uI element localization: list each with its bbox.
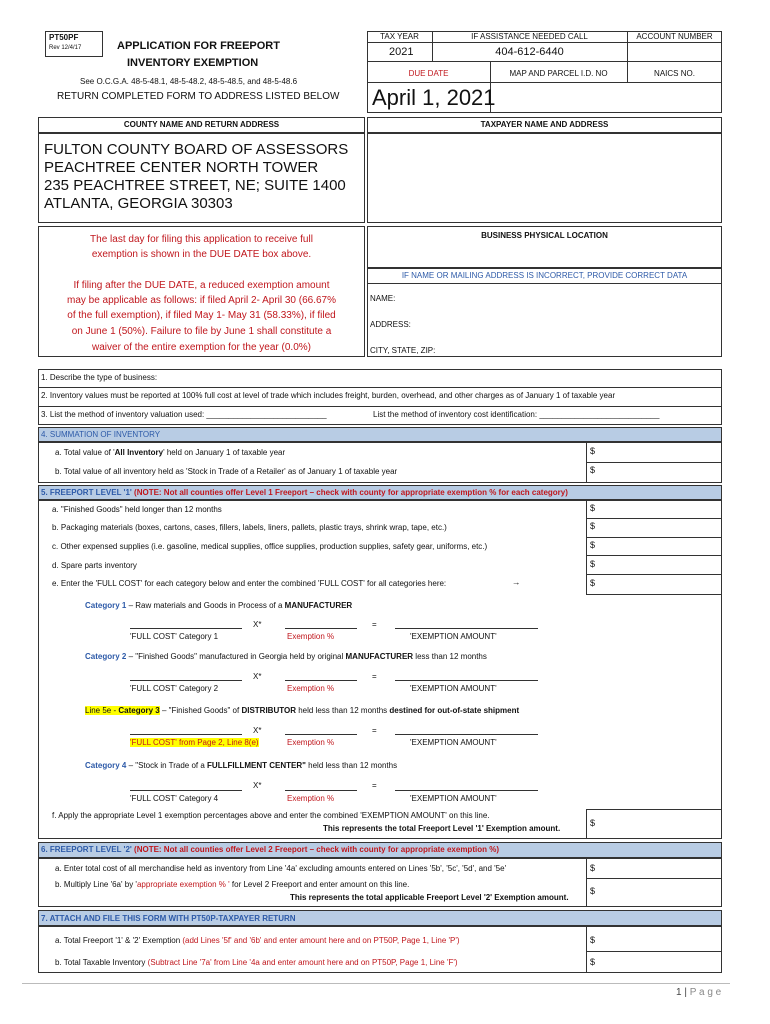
line-7b-text xyxy=(55,958,458,967)
line-6b-pre: b. Multiply Line '6a' by ' xyxy=(55,880,137,889)
category-4-exemption-amount-label: 'EXEMPTION AMOUNT' xyxy=(410,794,497,803)
city-state-zip-label: CITY, STATE, ZIP: xyxy=(370,346,436,355)
line-5c-amount[interactable]: $ xyxy=(590,540,596,550)
category-4-cost-field[interactable] xyxy=(130,790,242,791)
form-title-line2: INVENTORY EXEMPTION xyxy=(127,57,259,69)
category-2-x: X* xyxy=(253,672,262,681)
map-parcel-label: MAP AND PARCEL I.D. NO xyxy=(509,69,608,78)
line-5e-amount[interactable]: $ xyxy=(590,578,596,588)
line-5a-text: a. "Finished Goods" held longer than 12 months xyxy=(52,505,222,514)
tax-year-label: TAX YEAR xyxy=(380,32,419,41)
category-3-desc: – "Finished Goods" of xyxy=(159,706,242,715)
line-5f-total-note: This represents the total Freeport Level '1' Exemption amount. xyxy=(323,824,561,833)
category-3-full-cost-label: 'FULL COST' from Page 2, Line 8(e) xyxy=(130,738,259,747)
account-number-label: ACCOUNT NUMBER xyxy=(636,32,713,41)
category-4-name: Category 4 xyxy=(85,761,127,770)
category-4-exemption-pct-label: Exemption % xyxy=(287,794,335,803)
address-label: ADDRESS: xyxy=(370,320,411,329)
category-3-desc-bold: DISTRIBUTOR xyxy=(241,706,296,715)
section-5-title-main: 5. FREEPORT LEVEL '1' xyxy=(41,488,132,497)
line-4b-amount[interactable]: $ xyxy=(590,465,596,475)
form-id: PT50PF xyxy=(49,33,79,42)
category-1-heading xyxy=(85,601,352,610)
line-7b-amount[interactable]: $ xyxy=(590,957,596,967)
line-5d-text: d. Spare parts inventory xyxy=(52,561,137,570)
line-3-valuation[interactable]: 3. List the method of inventory valuation used: ___________________________ xyxy=(41,410,327,419)
line-7a-red: (add Lines '5f' and '6b' and enter amount here and on PT50P, Page 1, Line 'P') xyxy=(182,936,460,945)
category-1-desc-bold: MANUFACTURER xyxy=(284,601,353,610)
assistance-phone: 404-612-6440 xyxy=(495,46,564,58)
notice-line6: on June 1 (50%). Failure to file by June 1 shall constitute a xyxy=(71,326,332,337)
line-5a-amount[interactable]: $ xyxy=(590,503,596,513)
page-number: 1 | P a g e xyxy=(676,987,722,998)
category-4-desc: – "Stock in Trade of a xyxy=(126,761,208,770)
line-5f-amount[interactable]: $ xyxy=(590,818,596,828)
line-7b-pre: b. Total Taxable Inventory xyxy=(55,958,148,967)
name-field[interactable] xyxy=(400,288,720,306)
county-address-line3: 235 PEACHTREE STREET, NE; SUITE 1400 xyxy=(44,177,346,194)
category-1-desc: – Raw materials and Goods in Process of a xyxy=(126,601,285,610)
category-3-line-prefix: Line 5e - xyxy=(85,706,119,715)
notice-line3: If filing after the DUE DATE, a reduced exemption amount xyxy=(73,280,330,291)
notice-line5: of the full exemption), if filed May 1- May 31 (58.33%), if filed xyxy=(67,310,336,321)
line-2-text: 2. Inventory values must be reported at 100% full cost at level of trade which includes freight, burden, overhead, and other charges as of January 1 of taxable year xyxy=(41,391,616,400)
line-3-cost-identification[interactable]: List the method of inventory cost identification: ___________________________ xyxy=(373,410,660,419)
category-4-x: X* xyxy=(253,781,262,790)
line-5f-text: f. Apply the appropriate Level 1 exemption percentages above and enter the combined 'EXEMPTION AMOUNT' on this line. xyxy=(52,811,490,820)
notice-line7: waiver of the entire exemption for the year (0.0%) xyxy=(92,342,311,353)
line-5d-amount[interactable]: $ xyxy=(590,559,596,569)
line-1-label: 1. Describe the type of business: xyxy=(41,373,158,382)
category-4-full-cost-label: 'FULL COST' Category 4 xyxy=(130,794,219,803)
tax-year-value[interactable]: 2021 xyxy=(389,46,414,58)
line-5f-amount-box xyxy=(586,809,722,839)
category-1-exemption-pct-label: Exemption % xyxy=(287,632,335,641)
taxpayer-header: TAXPAYER NAME AND ADDRESS xyxy=(480,120,609,129)
category-4-amount-field[interactable] xyxy=(395,790,538,791)
section-6-title-main: 6. FREEPORT LEVEL '2' xyxy=(41,845,132,854)
category-4-heading xyxy=(85,761,397,770)
category-3-name: Category 3 xyxy=(118,706,160,715)
section-5-title xyxy=(41,488,568,497)
category-1-x: X* xyxy=(253,620,262,629)
line-5c-text: c. Other expensed supplies (i.e. gasoline, medical supplies, office supplies, production supplies, safety gear, uniforms, etc.) xyxy=(52,542,488,551)
category-1-equals: = xyxy=(372,620,377,629)
naics-label: NAICS NO. xyxy=(654,69,695,78)
line-7a-amount[interactable]: $ xyxy=(590,935,596,945)
category-2-exemption-pct-label: Exemption % xyxy=(287,684,335,693)
arrow-icon: → xyxy=(512,577,521,587)
category-3-pct-field[interactable] xyxy=(285,734,357,735)
section-6-title xyxy=(41,845,499,854)
category-3-exemption-amount-label: 'EXEMPTION AMOUNT' xyxy=(410,738,497,747)
category-1-cost-field[interactable] xyxy=(130,628,242,629)
county-header: COUNTY NAME AND RETURN ADDRESS xyxy=(123,120,280,129)
category-3-desc-mid: held less than 12 months xyxy=(295,706,390,715)
assistance-label: IF ASSISTANCE NEEDED CALL xyxy=(471,32,588,41)
county-address-line4: ATLANTA, GEORGIA 30303 xyxy=(44,195,233,212)
category-3-cost-field[interactable] xyxy=(130,734,242,735)
line-6b-red: appropriate exemption % ' xyxy=(136,880,230,889)
taxpayer-address-field[interactable] xyxy=(367,133,722,223)
line-4a-bold: All Inventory xyxy=(114,448,164,457)
filing-notice-box xyxy=(38,226,365,357)
line-7a-pre: a. Total Freeport '1' & '2' Exemption xyxy=(55,936,183,945)
category-2-pct-field[interactable] xyxy=(285,680,357,681)
notice-line2: exemption is shown in the DUE DATE box above. xyxy=(91,249,312,260)
line-6b-text xyxy=(55,880,409,889)
due-date-label: DUE DATE xyxy=(408,69,449,78)
category-2-desc-bold: MANUFACTURER xyxy=(345,652,414,661)
category-3-x: X* xyxy=(253,726,262,735)
line-6a-text: a. Enter total cost of all merchandise held as inventory from Line '4a' excluding amounts entered on Lines '5b', '5c', '5d', and '5e' xyxy=(55,864,507,873)
category-2-amount-field[interactable] xyxy=(395,680,538,681)
category-2-cost-field[interactable] xyxy=(130,680,242,681)
category-2-desc: – "Finished Goods" manufactured in Georgia held by original xyxy=(126,652,346,661)
notice-line4: may be applicable as follows: if filed April 2- April 30 (66.67% xyxy=(66,295,337,306)
form-title-line1: APPLICATION FOR FREEPORT xyxy=(117,40,280,52)
line-4a-amount[interactable]: $ xyxy=(590,446,596,456)
category-2-heading xyxy=(85,652,487,661)
category-3-amount-field[interactable] xyxy=(395,734,538,735)
business-type-field[interactable] xyxy=(180,370,720,386)
category-4-desc-bold: FULLFILLMENT CENTER" xyxy=(207,761,306,770)
category-2-exemption-amount-label: 'EXEMPTION AMOUNT' xyxy=(410,684,497,693)
line-6b-post: for Level 2 Freeport and enter amount on this line. xyxy=(229,880,410,889)
section-7-title: 7. ATTACH AND FILE THIS FORM WITH PT50P-TAXPAYER RETURN xyxy=(41,914,296,923)
line-4a-post: ' held on January 1 of taxable year xyxy=(163,448,286,457)
line-7a-text xyxy=(55,936,460,945)
line-6a-amount[interactable]: $ xyxy=(590,863,596,873)
category-1-amount-field[interactable] xyxy=(395,628,538,629)
category-4-equals: = xyxy=(372,781,377,790)
correction-note: IF NAME OR MAILING ADDRESS IS INCORRECT, PROVIDE CORRECT DATA xyxy=(401,271,688,280)
category-3-heading xyxy=(85,706,519,715)
category-3-desc-tail: destined for out-of-state shipment xyxy=(389,706,520,715)
city-state-zip-field[interactable] xyxy=(440,340,720,356)
form-revision: Rev 12/4/17 xyxy=(49,45,82,51)
section-5-note: (NOTE: Not all counties offer Level 1 Freeport – check with county for appropriate exemption % for each category) xyxy=(134,488,568,497)
physical-location-label: BUSINESS PHYSICAL LOCATION xyxy=(481,231,608,240)
line-4b-text: b. Total value of all inventory held as 'Stock in Trade of a Retailer' as of January 1 of taxable year xyxy=(55,467,398,476)
section-4-title: 4. SUMMATION OF INVENTORY xyxy=(41,430,161,439)
county-address-line2: PEACHTREE CENTER NORTH TOWER xyxy=(44,159,319,176)
line-4a-text xyxy=(55,448,285,457)
category-4-pct-field[interactable] xyxy=(285,790,357,791)
category-4-desc-tail: held less than 12 months xyxy=(305,761,398,770)
category-2-equals: = xyxy=(372,672,377,681)
line-6b-total-note: This represents the total applicable Freeport Level '2' Exemption amount. xyxy=(290,893,569,902)
line-7b-red: (Subtract Line '7a' from Line '4a and enter amount here and on PT50P, Page 1, Line 'F') xyxy=(147,958,458,967)
category-1-full-cost-label: 'FULL COST' Category 1 xyxy=(130,632,219,641)
category-3-line-ref xyxy=(85,706,160,715)
line-5e-text: e. Enter the 'FULL COST' for each category below and enter the combined 'FULL COST' for all categories here: xyxy=(52,579,447,588)
ocga-reference: See O.C.G.A. 48-5-48.1, 48-5-48.2, 48-5-48.5, and 48-5-48.6 xyxy=(80,77,298,86)
page-number-value: 1 xyxy=(676,987,682,998)
name-label: NAME: xyxy=(370,294,396,303)
line-4a-pre: a. Total value of ' xyxy=(55,448,115,457)
line-6b-amount[interactable]: $ xyxy=(590,886,596,896)
category-2-full-cost-label: 'FULL COST' Category 2 xyxy=(130,684,219,693)
page-word: P a g e xyxy=(689,987,722,998)
category-1-name: Category 1 xyxy=(85,601,127,610)
line-5b-text: b. Packaging materials (boxes, cartons, cases, fillers, labels, liners, pallets, plastic trays, shrink wrap, tape, etc.) xyxy=(52,523,447,532)
notice-line1: The last day for filing this application to receive full xyxy=(90,234,313,245)
category-2-desc-tail: less than 12 months xyxy=(413,652,487,661)
category-3-exemption-pct-label: Exemption % xyxy=(287,738,335,747)
category-2-name: Category 2 xyxy=(85,652,127,661)
category-1-exemption-amount-label: 'EXEMPTION AMOUNT' xyxy=(410,632,497,641)
section-6-note: (NOTE: Not all counties offer Level 2 Freeport – check with county for appropriate exemption %) xyxy=(134,845,499,854)
category-1-pct-field[interactable] xyxy=(285,628,357,629)
category-3-equals: = xyxy=(372,726,377,735)
county-address-line1: FULTON COUNTY BOARD OF ASSESSORS xyxy=(44,141,349,158)
return-instruction: RETURN COMPLETED FORM TO ADDRESS LISTED BELOW xyxy=(57,91,340,102)
address-field[interactable] xyxy=(412,314,720,332)
due-date-value: April 1, 2021 xyxy=(372,85,496,110)
footer-rule xyxy=(22,983,730,984)
line-5b-amount[interactable]: $ xyxy=(590,521,596,531)
